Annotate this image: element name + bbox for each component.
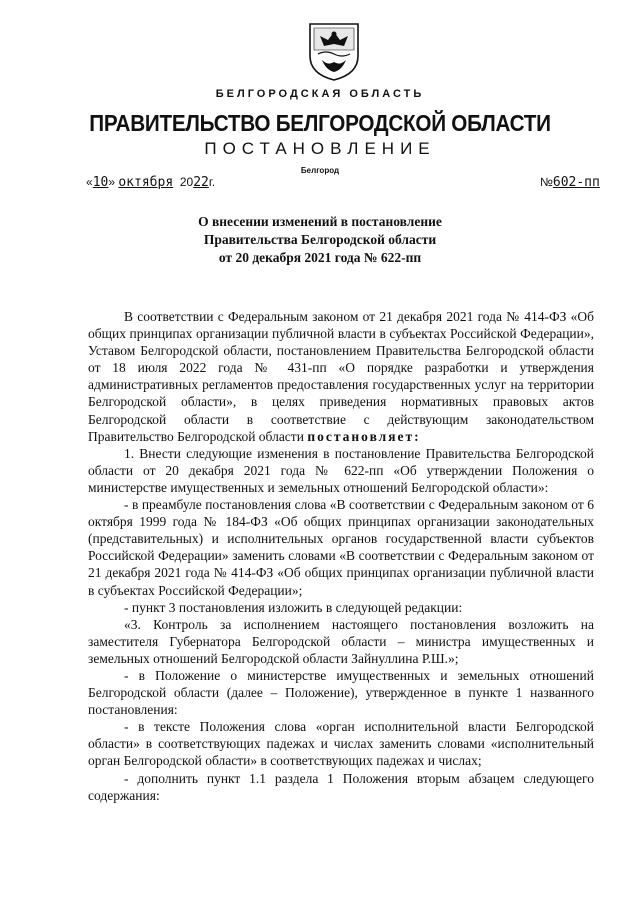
paragraph-6: - в тексте Положения слова «орган исполнительной власти Белгородской области» в соответствующих падежах и числах заменить словами «исполнительный орган Белгородской области» в соответствующих падежах и числах;	[88, 719, 594, 769]
number-prefix: №	[540, 175, 553, 189]
coat-of-arms	[306, 20, 362, 82]
preamble-text: В соответствии с Федеральным законом от 21 декабря 2021 года № 414-ФЗ «Об общих принципах организации публичной власти в субъектах Российской Федерации», Уставом Белгородской области, постановлением Правительства Белгородской области от 18 июля 2022 года № 431-пп «О порядке разработки и утверждения административных регламентов предоставления государственных услуг на территории Белгородской области», в целях приведения нормативных правовых актов Белгородской области в соответствие с действующим законодательством Правительство Белгородской области	[88, 309, 594, 444]
date-year-prefix: 20	[179, 175, 194, 189]
date-suffix: г.	[208, 175, 216, 189]
document-subject	[0, 213, 640, 267]
document-number	[540, 175, 600, 190]
resolution-word: постановляет:	[307, 428, 421, 444]
paragraph-5: - в Положение о министерстве имущественных и земельных отношений Белгородской области (далее – Положение), утвержденное в пункте 1 названного постановления:	[88, 667, 594, 718]
document-type: ПОСТАНОВЛЕНИЕ	[204, 139, 436, 158]
date-day: 10	[92, 175, 109, 190]
government-title: ПРАВИТЕЛЬСТВО БЕЛГОРОДСКОЙ ОБЛАСТИ	[89, 110, 551, 136]
paragraph-7: - дополнить пункт 1.1 раздела 1 Положения вторым абзацем следующего содержания:	[88, 770, 594, 803]
paragraph-2: - в преамбуле постановления слова «В соответствии с Федеральным законом от 6 октября 1999 года № 184-ФЗ «Об общих принципах организации законодательных (представительных) и исполнительных органов государственной власти субъектов Российской Федерации» заменить словами «В соответствии с Федеральным законом от 21 декабря 2021 года № 414-ФЗ «Об общих принципах организации публичной власти в субъектах Российской Федерации»;	[88, 497, 594, 598]
region-title: БЕЛГОРОДСКАЯ ОБЛАСТЬ	[215, 88, 425, 100]
paragraph-4: «3. Контроль за исполнением настоящего постановления возложить на заместителя Губернатора Белгородской области – министра имущественных и земельных отношений Белгородской области Зайнуллина Р.Ш.»;	[88, 616, 594, 666]
subject-line-1: О внесении изменений в постановление	[198, 214, 442, 229]
city-label: Белгород	[300, 166, 340, 175]
date-month: октября	[118, 175, 174, 190]
paragraph-preamble	[88, 308, 594, 445]
paragraph-3: - пункт 3 постановления изложить в следующей редакции:	[124, 599, 463, 615]
paragraph-1: 1. Внести следующие изменения в постановление Правительства Белгородской области от 20 декабря 2021 года № 622-пп «Об утверждении Положения о министерстве имущественных и земельных отношений Белгородской области»:	[88, 445, 594, 495]
subject-line-2: Правительства Белгородской области	[203, 232, 437, 247]
subject-line-3: от 20 декабря 2021 года № 622-пп	[218, 250, 422, 265]
document-body	[88, 308, 594, 804]
date-year-suffix: 22	[193, 175, 209, 190]
document-date: «10» октября 2022г.	[86, 175, 216, 190]
number-value: 602-пп	[552, 175, 600, 190]
